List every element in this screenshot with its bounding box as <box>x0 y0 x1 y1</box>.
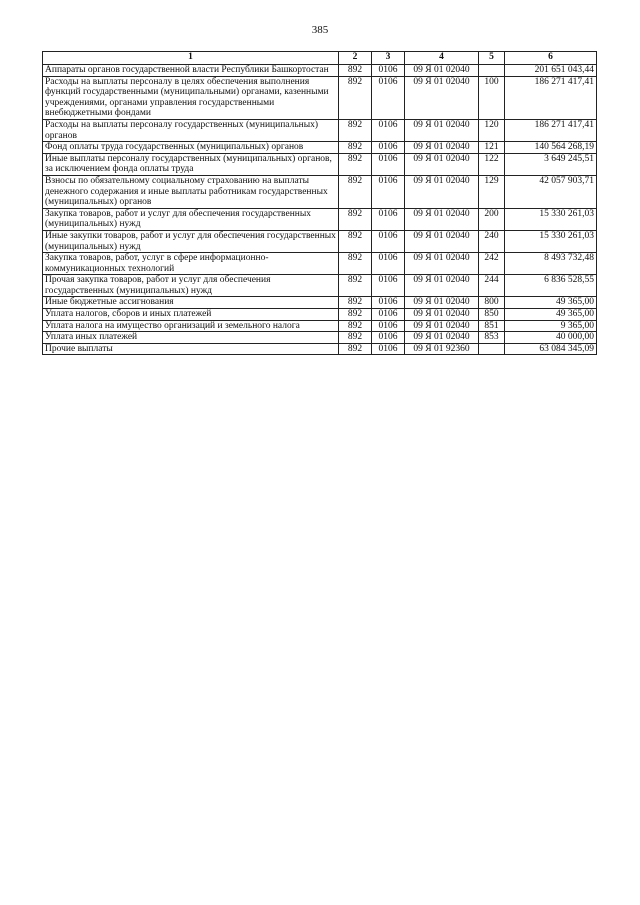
row-type: 851 <box>479 320 505 332</box>
row-type: 800 <box>479 297 505 309</box>
row-amount: 40 000,00 <box>505 332 597 344</box>
row-name: Расходы на выплаты персоналу в целях обеспечения выполнения функций государственными (муниципальными) органами, казенными учреждениями, органами управления государственными внебюджетными фондами <box>43 76 339 119</box>
row-code: 892 <box>339 153 372 175</box>
row-article: 09 Я 01 02040 <box>405 230 479 252</box>
table-row <box>43 175 597 208</box>
row-article: 09 Я 01 02040 <box>405 208 479 230</box>
row-section: 0106 <box>372 208 405 230</box>
row-article: 09 Я 01 02040 <box>405 175 479 208</box>
table-row <box>43 230 597 252</box>
row-amount: 140 564 268,19 <box>505 142 597 154</box>
row-type: 129 <box>479 175 505 208</box>
row-code: 892 <box>339 343 372 355</box>
row-section: 0106 <box>372 253 405 275</box>
row-type: 853 <box>479 332 505 344</box>
row-article: 09 Я 01 02040 <box>405 297 479 309</box>
column-header-6: 6 <box>505 52 597 65</box>
row-article: 09 Я 01 02040 <box>405 153 479 175</box>
row-article: 09 Я 01 02040 <box>405 142 479 154</box>
row-amount: 15 330 261,03 <box>505 230 597 252</box>
page-number: 385 <box>311 24 329 36</box>
row-name: Закупка товаров, работ и услуг для обеспечения государственных (муниципальных) нужд <box>43 208 339 230</box>
table-row <box>43 119 597 141</box>
row-name: Аппараты органов государственной власти Республики Башкортостан <box>43 65 339 77</box>
row-code: 892 <box>339 297 372 309</box>
row-type: 240 <box>479 230 505 252</box>
row-article: 09 Я 01 02040 <box>405 275 479 297</box>
row-name: Расходы на выплаты персоналу государственных (муниципальных) органов <box>43 119 339 141</box>
row-amount: 186 271 417,41 <box>505 76 597 119</box>
row-section: 0106 <box>372 175 405 208</box>
row-type: 200 <box>479 208 505 230</box>
column-header-2: 2 <box>339 52 372 65</box>
row-type <box>479 343 505 355</box>
row-section: 0106 <box>372 153 405 175</box>
table-row <box>43 343 597 355</box>
row-amount: 201 651 043,44 <box>505 65 597 77</box>
row-code: 892 <box>339 332 372 344</box>
row-name: Фонд оплаты труда государственных (муниципальных) органов <box>43 142 339 154</box>
row-article: 09 Я 01 02040 <box>405 320 479 332</box>
row-article: 09 Я 01 02040 <box>405 253 479 275</box>
row-type: 121 <box>479 142 505 154</box>
row-code: 892 <box>339 65 372 77</box>
row-article: 09 Я 01 02040 <box>405 76 479 119</box>
row-amount: 15 330 261,03 <box>505 208 597 230</box>
row-section: 0106 <box>372 320 405 332</box>
row-amount: 8 493 732,48 <box>505 253 597 275</box>
table-row <box>43 253 597 275</box>
row-type <box>479 65 505 77</box>
column-header-3: 3 <box>372 52 405 65</box>
row-amount: 42 057 903,71 <box>505 175 597 208</box>
table-row <box>43 275 597 297</box>
row-section: 0106 <box>372 76 405 119</box>
row-section: 0106 <box>372 297 405 309</box>
row-section: 0106 <box>372 343 405 355</box>
row-amount: 3 649 245,51 <box>505 153 597 175</box>
row-code: 892 <box>339 309 372 321</box>
row-article: 09 Я 01 02040 <box>405 119 479 141</box>
table-header <box>43 52 597 65</box>
row-article: 09 Я 01 02040 <box>405 65 479 77</box>
row-amount: 9 365,00 <box>505 320 597 332</box>
row-name: Прочие выплаты <box>43 343 339 355</box>
row-type: 120 <box>479 119 505 141</box>
table-row <box>43 65 597 77</box>
row-section: 0106 <box>372 275 405 297</box>
row-amount: 63 084 345,09 <box>505 343 597 355</box>
row-code: 892 <box>339 230 372 252</box>
table-row <box>43 332 597 344</box>
row-code: 892 <box>339 142 372 154</box>
row-article: 09 Я 01 02040 <box>405 309 479 321</box>
row-type: 244 <box>479 275 505 297</box>
row-name: Уплата налога на имущество организаций и земельного налога <box>43 320 339 332</box>
row-section: 0106 <box>372 65 405 77</box>
row-section: 0106 <box>372 309 405 321</box>
row-section: 0106 <box>372 230 405 252</box>
table-row <box>43 142 597 154</box>
row-type: 100 <box>479 76 505 119</box>
table-row <box>43 76 597 119</box>
header-row <box>43 52 597 65</box>
row-section: 0106 <box>372 142 405 154</box>
column-header-5: 5 <box>479 52 505 65</box>
table-row <box>43 309 597 321</box>
row-name: Иные бюджетные ассигнования <box>43 297 339 309</box>
row-name: Прочая закупка товаров, работ и услуг для обеспечения государственных (муниципальных) нужд <box>43 275 339 297</box>
row-amount: 186 271 417,41 <box>505 119 597 141</box>
row-section: 0106 <box>372 119 405 141</box>
row-type: 122 <box>479 153 505 175</box>
row-name: Иные выплаты персоналу государственных (муниципальных) органов, за исключением фонда оплаты труда <box>43 153 339 175</box>
row-name: Уплата налогов, сборов и иных платежей <box>43 309 339 321</box>
row-type: 850 <box>479 309 505 321</box>
row-section: 0106 <box>372 332 405 344</box>
table-row <box>43 320 597 332</box>
row-name: Иные закупки товаров, работ и услуг для обеспечения государственных (муниципальных) нужд <box>43 230 339 252</box>
table-row <box>43 297 597 309</box>
row-amount: 6 836 528,55 <box>505 275 597 297</box>
row-code: 892 <box>339 175 372 208</box>
row-name: Взносы по обязательному социальному страхованию на выплаты денежного содержания и иные выплаты работникам государственных (муниципальных) органов <box>43 175 339 208</box>
budget-table <box>42 51 597 355</box>
row-article: 09 Я 01 02040 <box>405 332 479 344</box>
row-amount: 49 365,00 <box>505 297 597 309</box>
table-row <box>43 208 597 230</box>
row-article: 09 Я 01 92360 <box>405 343 479 355</box>
row-amount: 49 365,00 <box>505 309 597 321</box>
row-code: 892 <box>339 253 372 275</box>
row-code: 892 <box>339 320 372 332</box>
table-body <box>43 65 597 355</box>
column-header-4: 4 <box>405 52 479 65</box>
row-code: 892 <box>339 76 372 119</box>
column-header-1: 1 <box>43 52 339 65</box>
row-name: Уплата иных платежей <box>43 332 339 344</box>
row-code: 892 <box>339 208 372 230</box>
row-code: 892 <box>339 275 372 297</box>
row-type: 242 <box>479 253 505 275</box>
row-name: Закупка товаров, работ, услуг в сфере информационно-коммуникационных технологий <box>43 253 339 275</box>
table-row <box>43 153 597 175</box>
row-code: 892 <box>339 119 372 141</box>
